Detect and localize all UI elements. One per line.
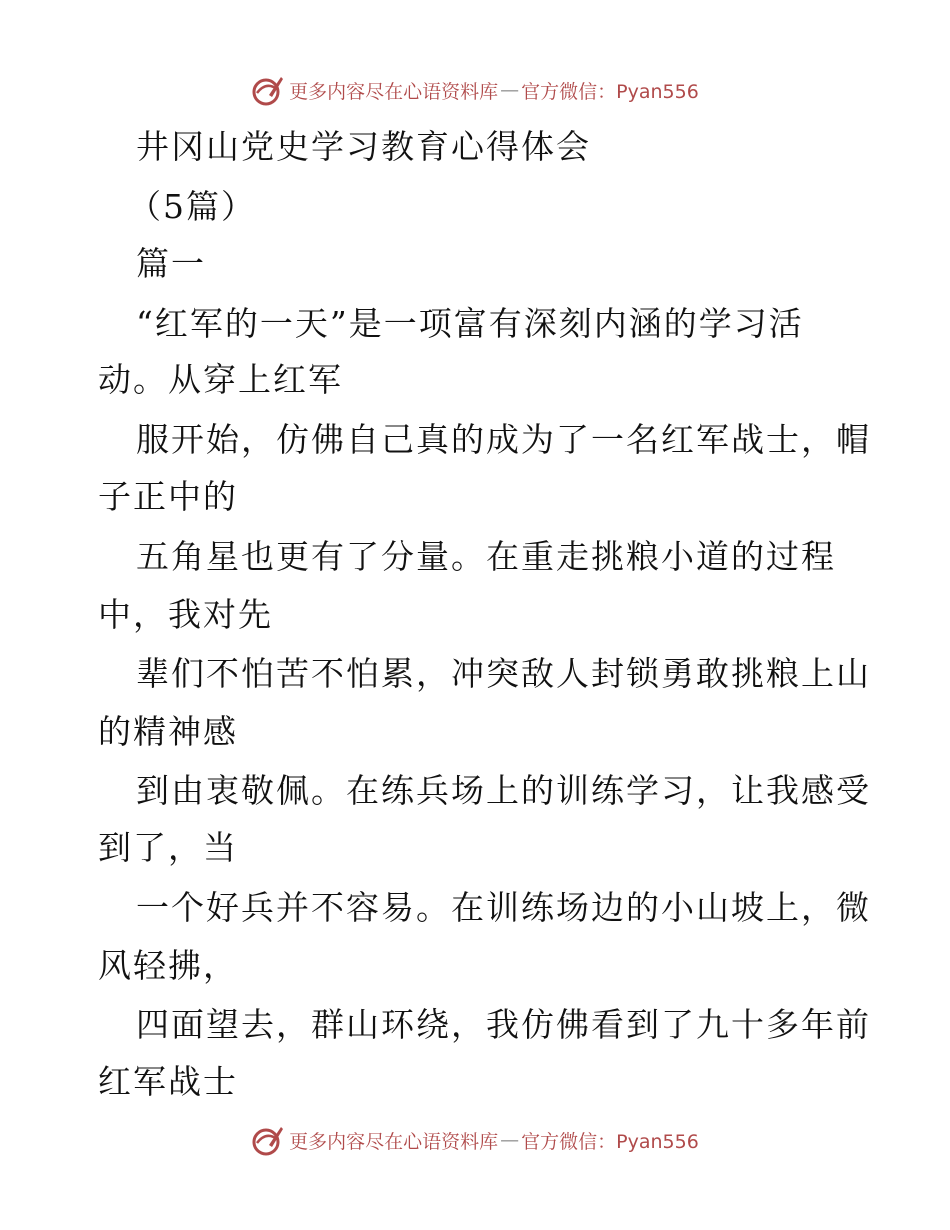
document-subtitle: （5篇） — [128, 187, 256, 226]
section-heading: 篇一 — [136, 244, 206, 283]
banner-separator: — — [500, 79, 520, 101]
banner-text: 更多内容尽在心语资料库 — [289, 80, 499, 103]
document-title: 井冈山党史学习教育心得体会 — [136, 127, 591, 166]
header-watermark-banner — [0, 70, 950, 110]
banner-text: 更多内容尽在心语资料库 — [289, 1130, 499, 1153]
paragraph-line: 动。从穿上红军 — [98, 360, 343, 399]
paragraph-line: 五角星也更有了分量。在重走挑粮小道的过程 — [136, 537, 836, 576]
pen-globe-logo-icon — [251, 73, 285, 107]
paragraph-line: 辈们不怕苦不怕累，冲突敌人封锁勇敢挑粮上山 — [136, 654, 871, 693]
paragraph-line: 中，我对先 — [98, 595, 273, 634]
banner-wechat: 官方微信：Pyan556 — [521, 1130, 699, 1153]
paragraph-line: 四面望去，群山环绕，我仿佛看到了九十多年前 — [136, 1005, 871, 1044]
paragraph-line: 服开始，仿佛自己真的成为了一名红军战士，帽 — [136, 420, 871, 459]
footer-watermark-banner — [0, 1120, 950, 1160]
paragraph-line: 到了，当 — [98, 828, 238, 867]
paragraph-line: 一个好兵并不容易。在训练场边的小山坡上，微 — [136, 888, 871, 927]
paragraph-line: 红军战士 — [98, 1062, 238, 1101]
banner-separator: — — [500, 1129, 520, 1151]
paragraph-line: 子正中的 — [98, 477, 238, 516]
paragraph-line: 的精神感 — [98, 712, 238, 751]
paragraph-line: 风轻拂， — [98, 946, 238, 985]
pen-globe-logo-icon — [251, 1123, 285, 1157]
banner-wechat: 官方微信：Pyan556 — [521, 80, 699, 103]
paragraph-line: 到由衷敬佩。在练兵场上的训练学习，让我感受 — [136, 771, 871, 810]
paragraph-line: “红军的一天”是一项富有深刻内涵的学习活 — [136, 304, 804, 343]
